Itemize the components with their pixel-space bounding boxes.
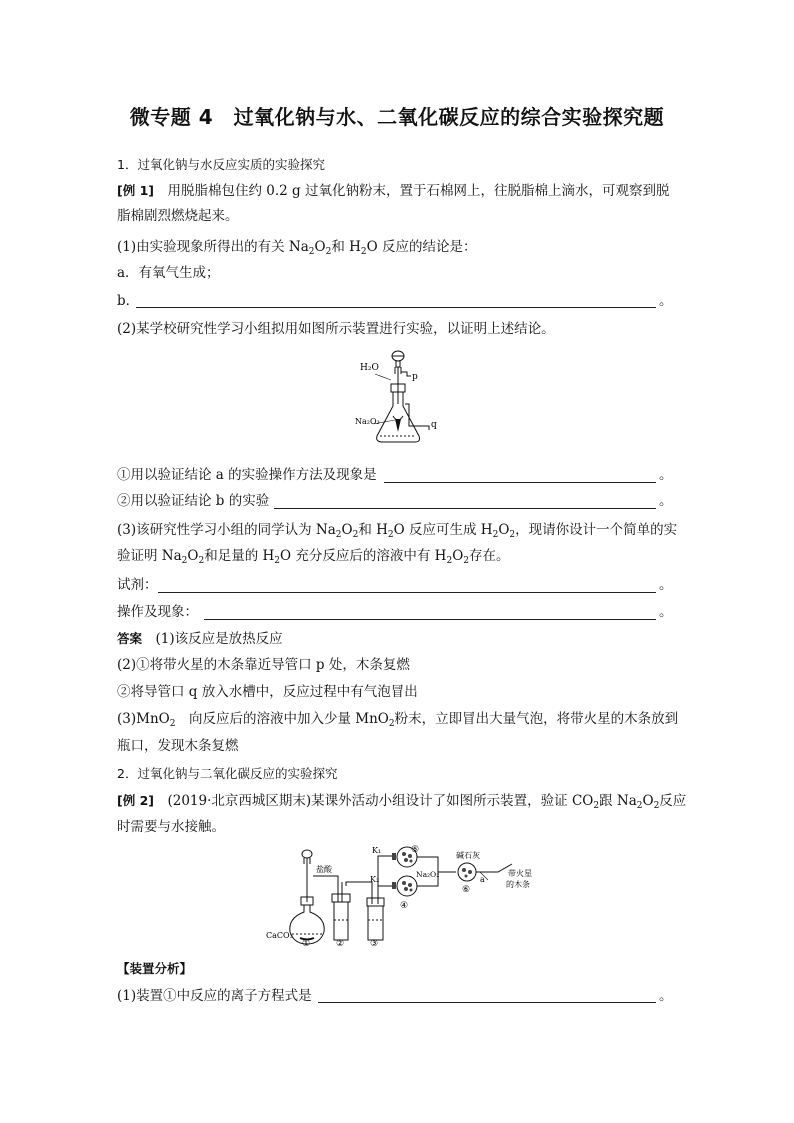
answer-line-2: (2)①将带火星的木条靠近导管口 p 处，木条复燃 (117, 657, 410, 673)
flask-apparatus-figure (355, 344, 445, 454)
answer-line-5: 瓶口，发现木条复燃 (117, 738, 239, 754)
device-analysis-heading: 【装置分析】 (117, 961, 193, 976)
conclusion-a: a．有氧气生成； (117, 265, 220, 281)
na2o2-label-2: Na₂O₂ (416, 870, 440, 879)
answer-blank-b[interactable] (136, 307, 656, 308)
caco3-label: CaCO₃ (266, 931, 293, 940)
label-2: ② (336, 939, 345, 948)
answer-line-1: 答案 (1)该反应是放热反应 (117, 631, 283, 647)
reagent-label: 试剂： (117, 577, 158, 593)
answer-blank-check-b[interactable] (274, 508, 656, 509)
question-3-line-1: (3)该研究性学习小组的同学认为 $Na_2O_2$和 $H_2O$ 反应可生成 $H_2O_2$，现请你设计一个简单的实 (117, 522, 678, 540)
check-b: ②用以验证结论 b 的实验 (117, 493, 270, 509)
soda-lime-label: 碱石灰 (456, 851, 480, 860)
example-1-line-2: 脂棉剧烈燃烧起来。 (117, 208, 239, 224)
example-2-question-1: (1)装置①中反应的离子方程式是 (117, 988, 312, 1004)
answer-line-4: (3)MnO$_2$ 向反应后的溶液中加入少量 MnO$_2$粉末，立即冒出大量气泡，将带火星的木条放到 (117, 711, 679, 729)
splint-label-1: 带火星 (508, 869, 532, 878)
co2-apparatus-figure (266, 842, 550, 948)
example-2-tag: [例 2] (117, 793, 154, 808)
answer-label: 答案 (117, 631, 143, 646)
label-4: ④ (400, 901, 409, 911)
port-a-label: a (480, 875, 485, 884)
na2o2-label: Na₂O₂ (355, 417, 380, 426)
port-q-label: q (431, 420, 437, 430)
example-2-line-1: [例 2] (2019·北京西城区期末)某课外活动小组设计了如图所示装置，验证 $CO_2$跟 $Na_2O_2$反应 (117, 793, 687, 811)
hcl-label: 盐酸 (316, 865, 332, 874)
operation-label: 操作及现象： (117, 604, 198, 620)
valve-k2-label: K₂ (370, 875, 380, 884)
valve-k1-label: K₁ (372, 846, 382, 855)
label-1: ① (302, 939, 311, 948)
port-p-label: p (412, 372, 418, 382)
answer-blank-ionic-equation[interactable] (318, 1002, 656, 1003)
example-2-line-2: 时需要与水接触。 (117, 819, 225, 835)
example-1-tag: [例 1] (117, 183, 154, 198)
question-2: (2)某学校研究性学习小组拟用如图所示装置进行实验，以证明上述结论。 (117, 321, 555, 337)
h2o-label: H₂O (360, 363, 379, 373)
answer-line-3: ②将导管口 q 放入水槽中，反应过程中有气泡冒出 (117, 684, 418, 700)
label-3: ③ (370, 939, 379, 948)
conclusion-b-label: b． (117, 293, 140, 309)
answer-blank-operation[interactable] (204, 619, 656, 620)
period: 。 (659, 293, 673, 309)
check-a: ①用以验证结论 a 的实验操作方法及现象是 (117, 467, 377, 483)
label-6: ⑥ (462, 885, 471, 895)
question-3-line-2: 验证明 $Na_2O_2$和足量的 $H_2O$ 充分反应后的溶液中有 $H_2O_2$存在。 (117, 548, 510, 566)
section-heading-1: 1．过氧化钠与水反应实质的实验探究 (117, 157, 325, 172)
label-5: ⑤ (411, 845, 420, 855)
answer-blank-reagent[interactable] (158, 592, 656, 593)
question-1: (1)由实验现象所得出的有关 $Na_2O_2$和 $H_2O$ 反应的结论是： (117, 239, 477, 257)
section-heading-2: 2．过氧化钠与二氧化碳反应的实验探究 (117, 766, 338, 781)
answer-blank-check-a[interactable] (384, 482, 656, 483)
page-title: 微专题 4 过氧化钠与水、二氧化碳反应的综合实验探究题 (129, 105, 665, 129)
splint-label-2: 的木条 (506, 880, 530, 889)
example-1-line-1: [例 1] 用脱脂棉包住约 0.2 g 过氧化钠粉末，置于石棉网上，往脱脂棉上滴水，可观察到脱 (117, 183, 670, 199)
